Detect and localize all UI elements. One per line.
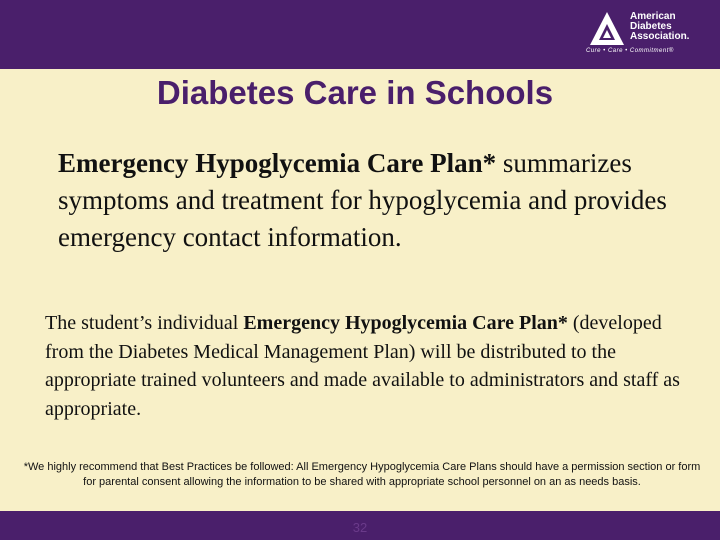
- logo-name-line: Diabetes: [630, 21, 672, 32]
- paragraph-text: (developed from the Diabetes Medical Management Plan) will be distributed to the appropriate trained volunteers and made available to administrators and staff as appropriate.: [45, 312, 680, 420]
- logo-name-line: Association.: [630, 31, 690, 42]
- triangle-logo-icon: [588, 10, 626, 48]
- slide-title: Diabetes Care in Schools: [156, 74, 554, 111]
- footer-bar: [0, 511, 720, 540]
- logo-tagline: Cure • Care • Commitment®: [586, 48, 674, 54]
- footnote: *We highly recommend that Best Practices be followed: All Emergency Hypoglycemia Care Plans should have a permission section or form for parental consent allowing the information to be shared with appropriate school personnel on an as needs basis.: [23, 461, 701, 488]
- logo-name: [630, 12, 712, 42]
- ada-logo: [588, 10, 712, 58]
- paragraph-emergency-plan-summary: [58, 145, 708, 256]
- paragraph-text: summarizes symptoms and treatment for hypoglycemia and provides emergency contact information.: [58, 148, 667, 252]
- bold-term: Emergency Hypoglycemia Care Plan*: [243, 312, 568, 334]
- page-number: 32: [352, 520, 368, 535]
- bold-term: Emergency Hypoglycemia Care Plan*: [58, 148, 497, 178]
- header-bar: [0, 0, 720, 69]
- paragraph-intro: The student’s individual: [45, 312, 244, 334]
- logo-name-line: American: [630, 11, 676, 22]
- paragraph-distribution: [45, 309, 695, 423]
